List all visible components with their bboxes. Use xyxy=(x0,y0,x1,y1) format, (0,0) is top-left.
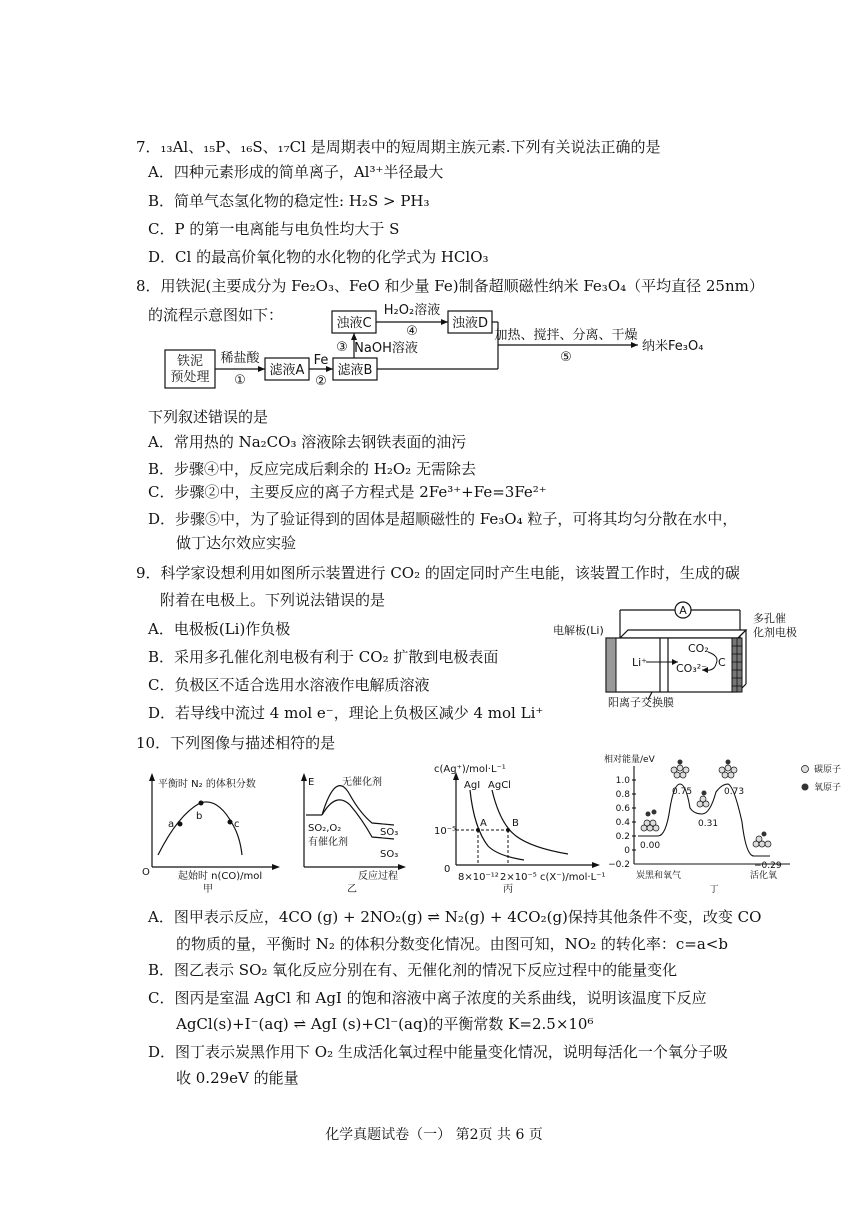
q9-option-b: B．采用多孔催化剂电极有利于 CO₂ 扩散到电极表面 xyxy=(148,648,499,666)
point-c xyxy=(228,820,233,825)
q8-option-b: B．步骤④中，反应完成后剩余的 H₂O₂ 无需除去 xyxy=(148,460,476,478)
ammeter-label: A xyxy=(679,604,687,617)
flow-step-2: ② xyxy=(315,374,327,389)
q7-option-d: D．Cl 的最高价氧化物的水化物的化学式为 HClO₃ xyxy=(148,248,489,266)
ding-ytick-0.2: 0.2 xyxy=(615,832,630,842)
ding-ytick-1: 1.0 xyxy=(615,776,630,786)
flow-process-step5: 加热、搅拌、分离、干燥 xyxy=(494,328,638,343)
flow-step-5: ⑤ xyxy=(560,350,572,365)
q8-option-c: C．步骤②中，主要反应的离子方程式是 2Fe³⁺+Fe=3Fe²⁺ xyxy=(148,483,547,501)
ding-value-4: 0.73 xyxy=(724,787,745,797)
flow-product: 纳米Fe₃O₄ xyxy=(642,339,704,354)
jia-label-c: c xyxy=(234,819,240,830)
bing-label-a: A xyxy=(480,818,487,829)
point-B xyxy=(506,828,510,832)
q8-option-d-1: D．步骤⑤中，为了验证得到的固体是超顺磁性的 Fe₃O₄ 粒子，可将其均匀分散在水中， xyxy=(148,510,738,528)
yi-xlabel: 反应过程 xyxy=(358,871,398,882)
ding-value-1: 0.00 xyxy=(640,841,661,851)
q9-battery-diagram xyxy=(548,600,808,712)
q9-option-a: A．电极板(Li)作负极 xyxy=(148,620,291,638)
q8-ask: 下列叙述错误的是 xyxy=(148,408,269,426)
label-co3: CO₃²⁻ xyxy=(676,662,707,675)
q8-option-d-2: 做丁达尔效应实验 xyxy=(176,534,297,552)
ding-legend-oxygen: 氧原子 xyxy=(814,783,842,793)
q9-stem-1: 9．科学家设想利用如图所示装置进行 CO₂ 的固定同时产生电能，该装置工作时，生成的碳 xyxy=(136,564,740,582)
page-footer: 化学真题试卷（一） 第2页 共 6 页 xyxy=(325,1127,543,1143)
q8-stem-2: 的流程示意图如下： xyxy=(148,306,284,324)
q10-option-a-1: A．图甲表示反应，4CO (g) + 2NO₂(g) ⇌ N₂(g) + 4CO₂(g)保持其他条件不变，改变 CO xyxy=(148,908,762,926)
ding-legend-carbon: 碳原子 xyxy=(814,765,842,775)
q10-option-d-1: D．图丁表示炭黑作用下 O₂ 生成活化氧过程中能量变化情况，说明每活化一个氧分子吸 xyxy=(148,1043,728,1061)
figure-yi xyxy=(292,765,412,895)
yi-label-product-1: SO₃ xyxy=(380,827,399,838)
flow-label-iron-mud: 铁泥 xyxy=(176,354,204,369)
label-co2: CO₂ xyxy=(688,642,709,655)
q7-option-a: A．四种元素形成的简单离子，Al³⁺半径最大 xyxy=(148,163,444,181)
point-a xyxy=(178,822,183,827)
carbon-atom-icon xyxy=(802,766,809,773)
q8-stem-1: 8．用铁泥(主要成分为 Fe₂O₃、FeO 和少量 Fe)制备超顺磁性纳米 Fe₃O₄（平均直径 25nm） xyxy=(136,277,764,295)
bing-label-agi: AgI xyxy=(464,780,481,791)
bing-label-b: B xyxy=(512,818,519,829)
q7-option-b: B．简单气态氢化物的稳定性: H₂S > PH₃ xyxy=(148,192,430,210)
flow-label-pretreat: 预处理 xyxy=(170,370,210,385)
q10-option-c-2: AgCl(s)+I⁻(aq) ⇌ AgI (s)+Cl⁻(aq)的平衡常数 K=2.5×10⁶ xyxy=(176,1015,594,1033)
bing-xtick-1: 8×10⁻¹² xyxy=(458,872,499,883)
label-catalyst-2: 化剂电极 xyxy=(753,626,797,639)
ding-value-3: 0.31 xyxy=(698,819,719,829)
q10-option-c-1: C．图丙是室温 AgCl 和 AgI 的饱和溶液中离子浓度的关系曲线，说明该温度下反应 xyxy=(148,989,707,1007)
ding-ytick-0: 0 xyxy=(624,846,630,856)
q9-option-c: C．负极区不适合选用水溶液作电解质溶液 xyxy=(148,676,430,694)
ding-ylabel: 相对能量/eV xyxy=(604,755,655,765)
ding-ytick-neg0.2: −0.2 xyxy=(608,860,630,870)
label-membrane: 阳离子交换膜 xyxy=(608,696,674,709)
flow-step-1: ① xyxy=(234,373,246,388)
q8-option-a: A．常用热的 Na₂CO₃ 溶液除去钢铁表面的油污 xyxy=(148,433,467,451)
label-li-electrode: 电解板(Li) xyxy=(553,624,604,637)
yi-ylabel: E xyxy=(308,777,315,788)
flow-label-suspension-c: 浊液C xyxy=(336,316,372,331)
jia-xlabel: 起始时 n(CO)/mol xyxy=(178,871,263,882)
jia-origin: O xyxy=(142,867,150,878)
yi-label-cat: 有催化剂 xyxy=(308,837,348,848)
ding-value-5: −0.29 xyxy=(754,861,782,871)
bing-xlabel: c(X⁻)/mol·L⁻¹ xyxy=(540,872,606,883)
label-li-ion: Li⁺ xyxy=(632,656,647,669)
ding-xlabel-2: 活化氧 xyxy=(750,871,778,881)
q10-option-a-2: 的物质的量，平衡时 N₂ 的体积分数变化情况。由图可知，NO₂ 的转化率：c=a<b xyxy=(176,935,728,953)
ding-ytick-0.4: 0.4 xyxy=(615,818,630,828)
figure-jia xyxy=(138,765,288,895)
flow-label-filtrate-a: 滤液A xyxy=(269,363,305,378)
bing-ylabel: c(Ag⁺)/mol·L⁻¹ xyxy=(434,764,506,775)
oxygen-atom-icon xyxy=(802,784,809,791)
bing-name: 丙 xyxy=(503,884,513,895)
jia-ylabel: 平衡时 N₂ 的体积分数 xyxy=(158,779,256,790)
jia-label-b: b xyxy=(196,811,203,822)
bing-ytick: 10⁻⁵ xyxy=(434,826,457,837)
ding-xlabel-1: 炭黑和氧气 xyxy=(636,871,682,881)
figure-bing xyxy=(428,760,608,895)
q9-stem-2: 附着在电极上。下列说法错误的是 xyxy=(160,591,386,609)
flow-step-4: ④ xyxy=(406,324,418,339)
bing-label-agcl: AgCl xyxy=(488,780,511,791)
yi-label-product-2: SO₃ xyxy=(380,849,399,860)
q10-option-d-2: 收 0.29eV 的能量 xyxy=(176,1069,299,1087)
q9-option-d: D．若导线中流过 4 mol e⁻，理论上负极区减少 4 mol Li⁺ xyxy=(148,704,544,722)
flow-label-filtrate-b: 滤液B xyxy=(337,363,373,378)
q7-stem: 7．₁₃Al、₁₅P、₁₆S、₁₇Cl 是周期表中的短周期主族元素.下列有关说法正确的是 xyxy=(136,138,661,156)
jia-name: 甲 xyxy=(203,884,213,895)
figure-ding xyxy=(604,752,862,897)
ding-value-2: 0.75 xyxy=(672,787,693,797)
lithium-electrode xyxy=(606,638,616,692)
flow-reagent-fe: Fe xyxy=(313,353,329,368)
q7-option-c: C．P 的第一电离能与电负性均大于 S xyxy=(148,220,400,238)
label-carbon: C xyxy=(718,656,726,669)
ding-ytick-0.8: 0.8 xyxy=(615,790,630,800)
bing-xtick-2: 2×10⁻⁵ xyxy=(500,872,537,883)
yi-name: 乙 xyxy=(347,884,357,895)
flow-reagent-h2o2: H₂O₂溶液 xyxy=(383,303,441,318)
yi-label-nocat: 无催化剂 xyxy=(342,777,382,788)
flow-label-suspension-d: 浊液D xyxy=(451,316,489,331)
jia-label-a: a xyxy=(168,819,175,830)
flow-reagent-naoh: NaOH溶液 xyxy=(354,341,418,356)
bing-origin: 0 xyxy=(444,864,451,875)
q10-stem: 10．下列图像与描述相符的是 xyxy=(136,734,336,752)
q10-option-b: B．图乙表示 SO₂ 氧化反应分别在有、无催化剂的情况下反应过程中的能量变化 xyxy=(148,961,678,979)
point-b xyxy=(199,801,204,806)
label-catalyst-1: 多孔催 xyxy=(753,612,786,625)
flow-step-3: ③ xyxy=(336,340,348,355)
q8-flow-diagram xyxy=(160,298,720,398)
yi-label-reactants: SO₂,O₂ xyxy=(308,823,342,834)
ding-ytick-0.6: 0.6 xyxy=(615,804,630,814)
flow-reagent-hcl: 稀盐酸 xyxy=(220,351,260,366)
ding-name: 丁 xyxy=(709,885,719,895)
